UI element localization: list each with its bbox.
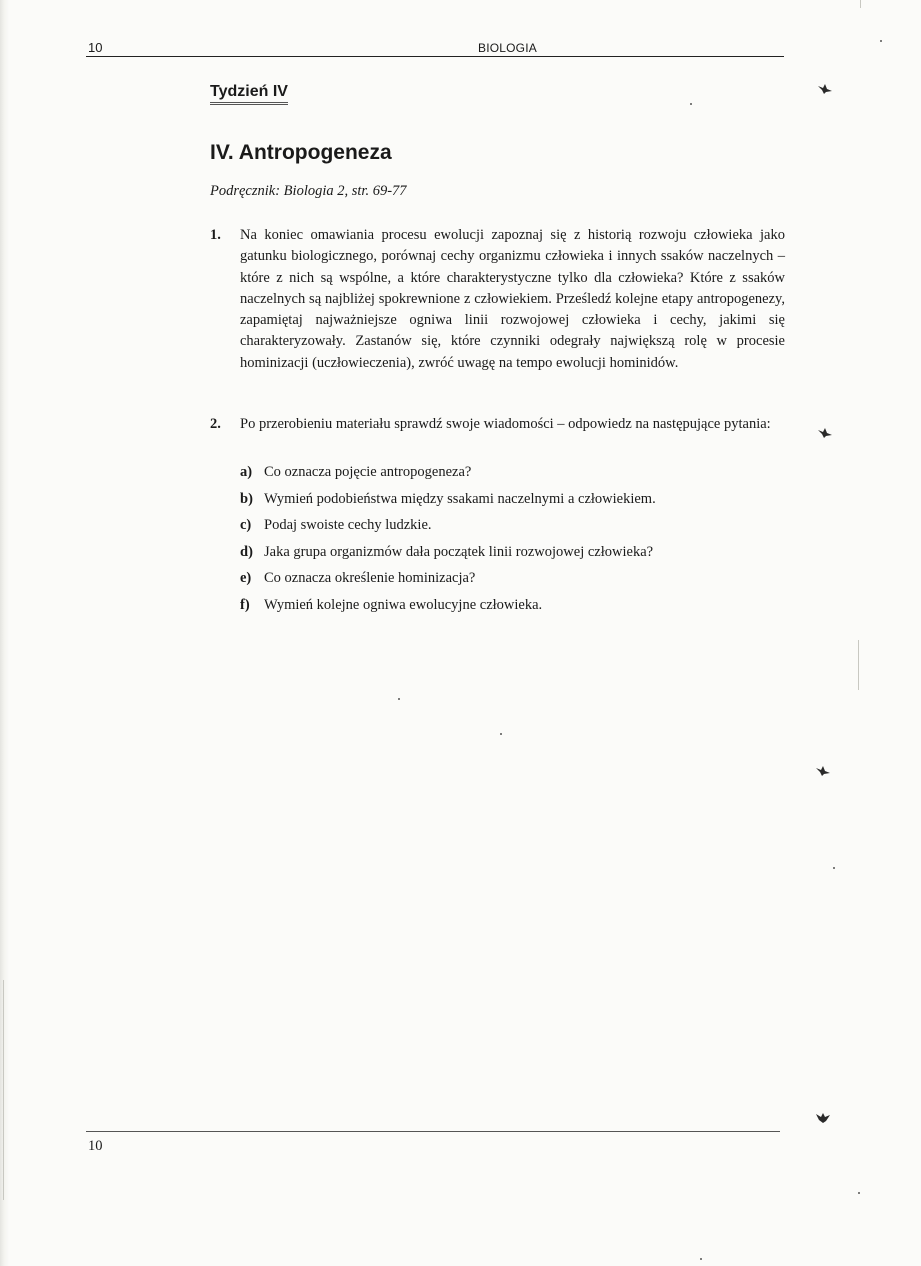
question-text: Wymień kolejne ogniwa ewolucyjne człowieka. [264,596,543,613]
textbook-reference: Podręcznik: Biologia 2, str. 69-77 [210,183,407,199]
scan-speck [880,40,882,42]
scan-artifact-line [3,980,4,1200]
question-letter: a) [240,464,253,480]
week-label: Tydzień IV [210,83,288,105]
item-text: Po przerobieniu materiału sprawdź swoje wiadomości – odpowiedz na następujące pytania: [240,416,771,432]
item-text: Na koniec omawiania procesu ewolucji zapoznaj się z historią rozwoju człowieka jako gatunku biologicznego, porównaj cechy organizmu człowieka i innych ssaków naczelnych – które z nich są wspólne, a które charakterystyczne tylko dla człowieka? Które z ssaków naczelnych są najbliżej spokrewnione z człowiekiem. Prześledź kolejne etapy antropogenezy, zapamiętaj najważniejsze ogniwa linii rozwojowej człowieka i cechy, jakimi się charakteryzowały. Zastanów się, które czynniki odegrały największą rolę w procesie hominizacji (uczłowieczenia), zwróć uwagę na tempo ewolucji hominidów. [240,227,785,371]
scan-speck [690,103,692,105]
punch-mark-icon [816,1113,830,1123]
question-letter: f) [240,596,250,613]
instruction-item-2 [210,414,785,435]
header-page-number: 10 [88,40,103,55]
question-item [240,489,780,516]
scan-speck [398,698,400,700]
punch-mark-icon [818,428,832,438]
question-text: Wymień podobieństwa między ssakami naczelnymi a człowiekiem. [264,490,656,507]
punch-mark-icon [818,84,832,94]
scan-artifact-line [860,0,861,8]
scan-speck [858,1192,860,1194]
header-title: BIOLOGIA [478,41,537,55]
question-text: Jaka grupa organizmów dała początek linii rozwojowej człowieka? [264,543,654,560]
question-item [240,462,780,489]
chapter-title: IV. Antropogeneza [210,141,392,164]
question-letter: e) [240,570,252,586]
question-item [240,542,780,569]
instruction-item-1 [210,225,785,374]
item-number: 2. [210,416,221,432]
question-text: Co oznacza określenie hominizacja? [264,570,476,586]
scan-artifact-line [858,640,859,690]
item-number: 1. [210,227,221,243]
question-text: Co oznacza pojęcie antropogeneza? [264,464,472,480]
scan-edge-shadow [0,0,9,1266]
scan-speck [833,867,835,869]
header-rule [86,56,784,57]
question-text: Podaj swoiste cechy ludzkie. [264,517,432,533]
question-letter: c) [240,517,252,533]
question-item [240,515,780,542]
punch-mark-icon [816,766,830,776]
footer-page-number: 10 [88,1138,103,1154]
question-item [240,568,780,595]
question-letter: d) [240,543,253,560]
scan-speck [700,1258,702,1260]
scan-speck [500,733,502,735]
footer-rule [86,1131,780,1132]
question-item [240,595,780,622]
question-letter: b) [240,490,253,507]
question-list [240,462,780,621]
